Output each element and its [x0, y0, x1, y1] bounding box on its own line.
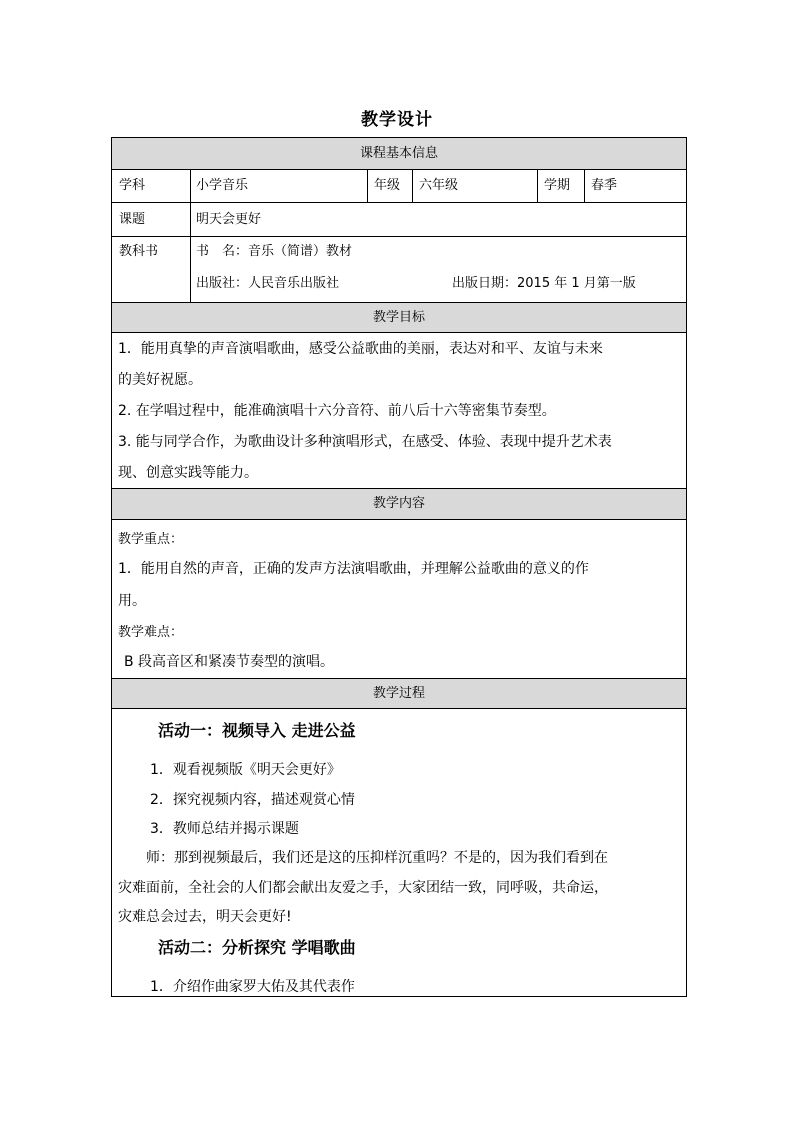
book-name: 书 名：音乐（简谱）教材 [196, 244, 353, 259]
difficulty-text: B 段高音区和紧凑节奏型的演唱。 [124, 654, 335, 670]
grade-label: 年级 [374, 178, 401, 193]
activity-1-step-2: 2．探究视频内容，描述观赏心情 [150, 792, 355, 808]
row-divider [112, 202, 686, 203]
topic-label: 课题 [119, 212, 146, 227]
col-divider [537, 170, 538, 202]
teacher-remark-line-2: 灾难面前，全社会的人们都会献出友爱之手，大家团结一致，同呼吸，共命运， [118, 880, 608, 896]
objectives-header: 教学目标 [112, 303, 686, 333]
basic-info-header: 课程基本信息 [112, 138, 686, 170]
lesson-plan-table [111, 137, 687, 997]
topic-value: 明天会更好 [196, 212, 262, 227]
subject-value: 小学音乐 [196, 178, 249, 193]
publication-date: 出版日期：2015 年 1 月第一版 [452, 276, 636, 291]
objective-3-line-1: 3. 能与同学合作，为歌曲设计多种演唱形式，在感受、体验、表现中提升艺术表 [118, 434, 612, 450]
objective-1-line-1: 1．能用真挚的声音演唱歌曲，感受公益歌曲的美丽，表达对和平、友谊与未来 [118, 341, 603, 357]
col-divider [367, 170, 368, 202]
activity-1-step-3: 3．教师总结并揭示课题 [150, 821, 299, 837]
process-header: 教学过程 [112, 679, 686, 709]
objective-2: 2. 在学唱过程中，能准确演唱十六分音符、前八后十六等密集节奏型。 [118, 403, 556, 419]
activity-1-title: 活动一：视频导入 走进公益 [158, 721, 356, 740]
document-title: 教学设计 [361, 110, 433, 130]
term-value: 春季 [591, 178, 618, 193]
objective-1-line-2: 的美好祝愿。 [118, 372, 202, 388]
teacher-remark-line-1: 师：那到视频最后，我们还是这的压抑样沉重吗？不是的，因为我们看到在 [146, 850, 608, 866]
teacher-remark-line-3: 灾难总会过去，明天会更好! [118, 909, 292, 925]
key-point-line-1: 1．能用自然的声音，正确的发声方法演唱歌曲，并理解公益歌曲的意义的作 [118, 561, 589, 577]
key-point-line-2: 用。 [118, 593, 146, 609]
activity-1-step-1: 1．观看视频版《明天会更好》 [150, 762, 341, 778]
content-header: 教学内容 [112, 489, 686, 520]
grade-value: 六年级 [419, 178, 459, 193]
activity-2-title: 活动二：分析探究 学唱歌曲 [158, 938, 356, 957]
activity-2-step-1: 1．介绍作曲家罗大佑及其代表作 [150, 979, 355, 995]
objectives-text [118, 334, 680, 489]
objective-3-line-2: 现、创意实践等能力。 [118, 465, 258, 481]
col-divider [584, 170, 585, 202]
textbook-label: 教科书 [119, 244, 159, 259]
publisher: 出版社：人民音乐出版社 [196, 276, 340, 291]
col-divider [412, 170, 413, 202]
difficulty-label: 教学难点： [118, 625, 184, 640]
row-divider [112, 236, 686, 237]
term-label: 学期 [544, 178, 571, 193]
subject-label: 学科 [119, 178, 146, 193]
key-points-label: 教学重点： [118, 532, 184, 547]
